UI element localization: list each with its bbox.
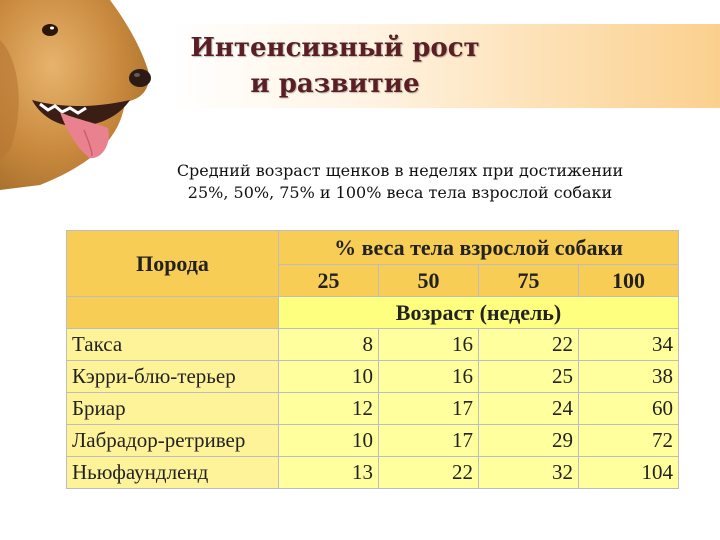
breed-cell: Ньюфаундленд — [67, 457, 279, 489]
breed-cell: Такса — [67, 329, 279, 361]
age-cell: 12 — [279, 393, 379, 425]
age-cell: 10 — [279, 425, 379, 457]
age-cell: 104 — [579, 457, 679, 489]
breed-cell: Бриар — [67, 393, 279, 425]
age-cell: 24 — [479, 393, 579, 425]
age-cell: 38 — [579, 361, 679, 393]
table-caption — [120, 160, 680, 204]
percent-column-header: 75 — [479, 265, 579, 297]
age-cell: 32 — [479, 457, 579, 489]
breed-cell: Лабрадор-ретривер — [67, 425, 279, 457]
age-cell: 72 — [579, 425, 679, 457]
age-cell: 29 — [479, 425, 579, 457]
age-cell: 8 — [279, 329, 379, 361]
age-cell: 22 — [479, 329, 579, 361]
table-row — [67, 361, 679, 393]
table-row — [67, 457, 679, 489]
table-row — [67, 329, 679, 361]
puppy-growth-table — [66, 230, 679, 489]
age-cell: 10 — [279, 361, 379, 393]
table-row — [67, 425, 679, 457]
age-cell: 25 — [479, 361, 579, 393]
age-cell: 34 — [579, 329, 679, 361]
age-cell: 13 — [279, 457, 379, 489]
age-cell: 17 — [379, 393, 479, 425]
age-weeks-header: Возраст (недель) — [279, 297, 679, 329]
percent-column-header: 50 — [379, 265, 479, 297]
table-row — [67, 393, 679, 425]
age-cell: 17 — [379, 425, 479, 457]
breed-column-header: Порода — [67, 231, 279, 297]
age-cell: 16 — [379, 361, 479, 393]
breed-header-filler — [67, 297, 279, 329]
age-cell: 16 — [379, 329, 479, 361]
percent-column-header: 100 — [579, 265, 679, 297]
title-line-1: Интенсивный рост — [190, 33, 480, 63]
weight-percent-group-header: % веса тела взрослой собаки — [279, 231, 679, 265]
caption-line-1: Средний возраст щенков в неделях при достижении — [176, 161, 624, 180]
age-cell: 60 — [579, 393, 679, 425]
title-line-2: и развитие — [250, 69, 420, 99]
percent-column-header: 25 — [279, 265, 379, 297]
breed-cell: Кэрри-блю-терьер — [67, 361, 279, 393]
age-cell: 22 — [379, 457, 479, 489]
page-title — [170, 30, 500, 102]
caption-line-2: 25%, 50%, 75% и 100% веса тела взрослой собаки — [187, 183, 613, 202]
